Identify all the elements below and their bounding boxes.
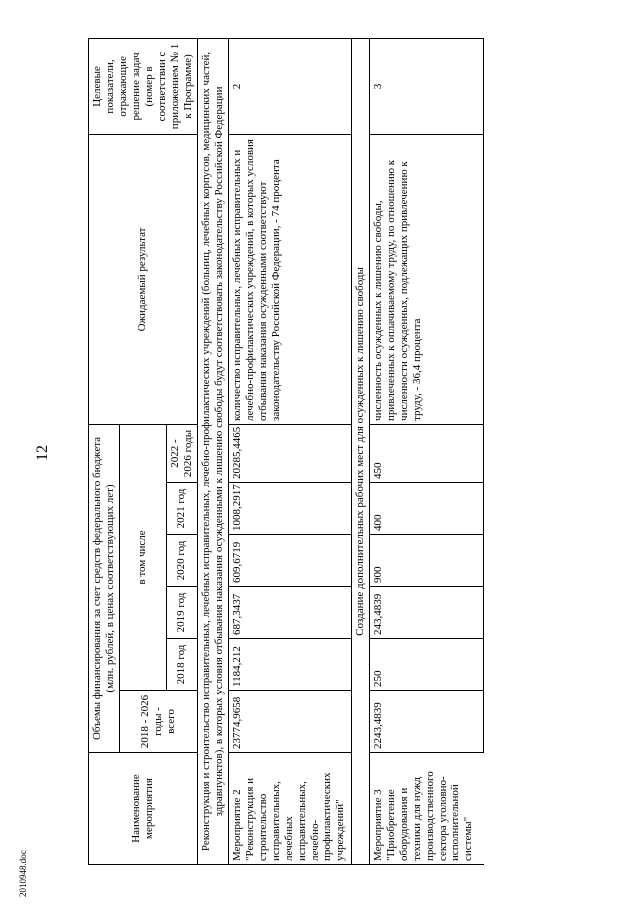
value-2020: 609,6719	[228, 535, 351, 587]
page-number: 12	[34, 445, 51, 461]
header-2021: 2021 год	[166, 483, 197, 535]
target-indicator: 2	[228, 38, 351, 134]
value-2021: 400	[369, 483, 484, 535]
header-2022-2026: 2022 - 2026 годы	[166, 424, 197, 482]
value-2022-2026: 450	[369, 424, 484, 482]
expected-result: количество исправительных, лечебных исправительных и лечебно-профилактических учреждений, в которых условия отбывания наказания осужденными соответствуют законодательству Российской Федерации, - 74 процента	[228, 134, 351, 424]
table-row	[228, 38, 351, 864]
measure-name: Мероприятие 3 "Приобретение оборудования и техники для нужд производственного сектора уголовно-исполнительной системы"	[369, 753, 484, 865]
header-result: Ожидаемый результат	[89, 134, 198, 424]
header-2020: 2020 год	[166, 535, 197, 587]
value-2019: 243,4839	[369, 587, 484, 639]
table-row	[369, 38, 484, 864]
value-2021: 1008,2917	[228, 483, 351, 535]
header-targets: Целевые показатели, отражающие решение задач (номер в соответствии с приложением № 1 к Программе)	[89, 38, 198, 134]
header-in-that-number: в том числе	[119, 424, 166, 690]
measure-name: Мероприятие 2 "Реконструкция и строительство исправительных, лечебных исправительных, лечебно-профилактических учреждений"	[228, 753, 351, 865]
header-total: 2018 - 2026 годы - всего	[119, 691, 197, 753]
funding-table	[88, 38, 484, 865]
header-funding: Объемы финансирования за счет средств федерального бюджета (млн. рублей, в ценах соответствующих лет)	[89, 424, 120, 752]
header-2019: 2019 год	[166, 587, 197, 639]
document-id: 2010948.doc	[18, 850, 28, 897]
expected-result: численность осужденных к лишению свободы, привлеченных к оплачиваемому труду, по отношению к численности осужденных, подлежащих привлечению к труду, - 36,4 процента	[369, 134, 484, 424]
value-total: 23774,9658	[228, 691, 351, 753]
section-title: Создание дополнительных рабочих мест для осужденных к лишению свободы	[351, 38, 369, 864]
value-2019: 687,3437	[228, 587, 351, 639]
section-title: Реконструкция и строительство исправительных, лечебных исправительных, лечебно-профилактических учреждений (больниц, лечебных корпусов, медицинских частей, здравпунктов), в которых условия отбывания наказания осужденными к лишению свободы будут соответствовать законодательству Российской Федерации	[197, 38, 228, 864]
header-2018: 2018 год	[166, 639, 197, 691]
header-name: Наименование мероприятия	[89, 753, 198, 865]
value-2018: 250	[369, 639, 484, 691]
value-2022-2026: 20285,4465	[228, 424, 351, 482]
value-2018: 1184,212	[228, 639, 351, 691]
target-indicator: 3	[369, 38, 484, 134]
value-2020: 900	[369, 535, 484, 587]
value-total: 2243,4839	[369, 691, 484, 753]
